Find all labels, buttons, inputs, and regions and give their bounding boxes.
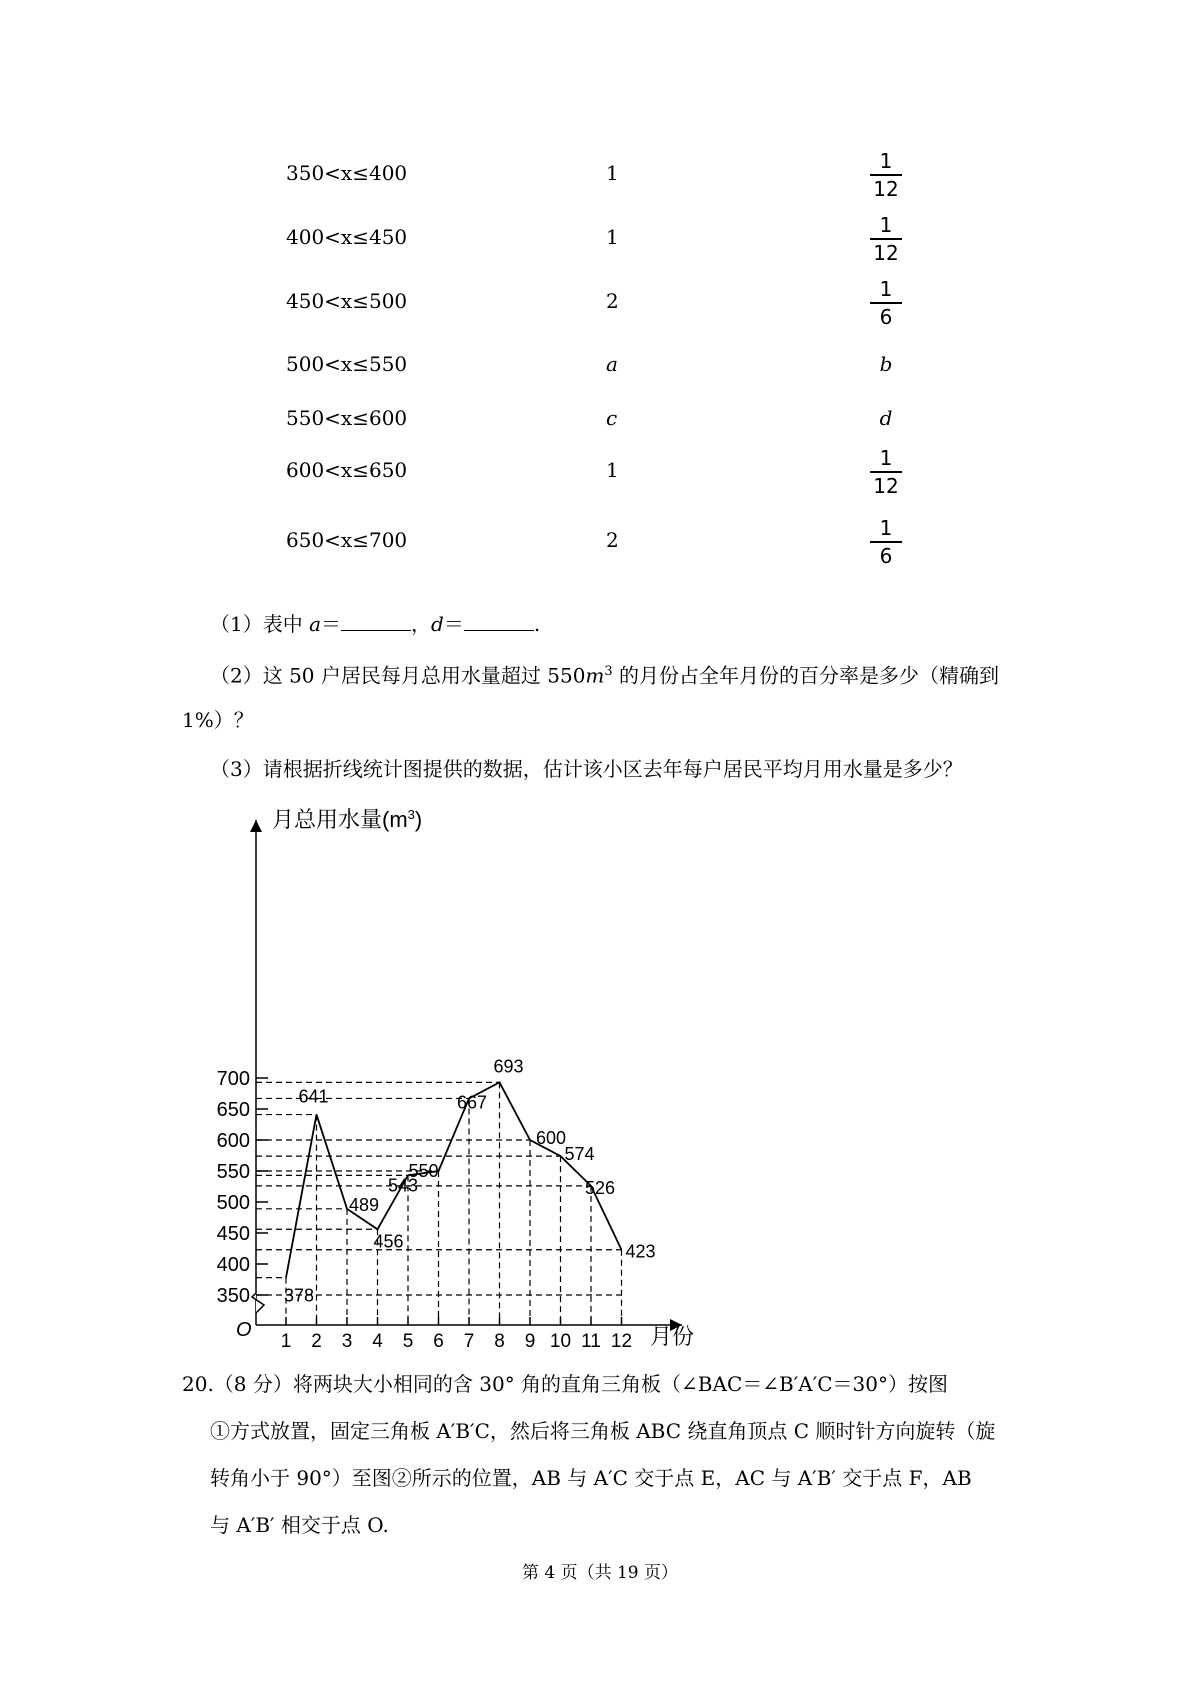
- x-tick-label: 12: [610, 1331, 633, 1352]
- x-tick-label: 3: [341, 1331, 353, 1352]
- count-cell: 1: [606, 458, 619, 482]
- frequency-fraction: 1 12: [866, 446, 906, 498]
- question-2-continued: 1%）？: [182, 708, 254, 732]
- range-cell: 500<x≤550: [286, 352, 408, 376]
- y-tick-label: 700: [216, 1068, 250, 1090]
- count-cell: a: [606, 352, 618, 376]
- series-line: [286, 1082, 622, 1277]
- problem-20-line-4: 与 A′B′ 相交于点 O.: [210, 1513, 389, 1537]
- x-tick-label: 2: [311, 1331, 322, 1352]
- y-tick-label: 350: [216, 1285, 250, 1307]
- frequency-fraction: 1 6: [866, 516, 906, 568]
- frequency-fraction: 1 6: [866, 277, 906, 329]
- y-tick-label: 600: [216, 1130, 250, 1152]
- count-cell: 2: [606, 289, 619, 313]
- y-axis-label: 月总用水量$(m^3)$: [272, 807, 423, 832]
- origin-label: O: [236, 1319, 252, 1341]
- range-cell: 450<x≤500: [286, 289, 408, 313]
- problem-20-line-3: 转角小于 90°）至图②所示的位置，AB 与 A′C 交于点 E，AC 与 A′B′ 交于点 F，AB: [210, 1466, 972, 1490]
- frequency-fraction: 1 12: [866, 213, 906, 265]
- point-label: 456: [373, 1231, 404, 1252]
- problem-20-line-1: 20.（8 分）将两块大小相同的含 30° 角的直角三角板（∠BAC＝∠B′A′C＝30°）按图: [182, 1372, 948, 1396]
- frequency-cell: d: [879, 406, 893, 430]
- question-1: （1）表中 a＝ ，d＝ .: [210, 612, 541, 636]
- frequency-cell: b: [879, 352, 893, 376]
- x-tick-label: 5: [402, 1331, 414, 1352]
- point-label: 550: [408, 1161, 439, 1181]
- count-cell: 1: [606, 225, 619, 249]
- x-tick-label: 1: [280, 1331, 292, 1352]
- point-label: 543: [388, 1175, 419, 1196]
- range-cell: 600<x≤650: [286, 458, 408, 482]
- point-label: 526: [585, 1177, 616, 1198]
- y-tick-label: 500: [216, 1192, 250, 1214]
- count-cell: 1: [606, 161, 619, 185]
- y-tick-label: 450: [216, 1223, 250, 1245]
- y-axis-arrow-icon: [250, 820, 262, 832]
- point-label: 574: [564, 1144, 595, 1165]
- range-cell: 550<x≤600: [286, 406, 408, 430]
- point-label: 667: [457, 1092, 488, 1113]
- count-cell: 2: [606, 528, 619, 552]
- y-tick-label: 400: [216, 1254, 250, 1276]
- point-label: 423: [625, 1241, 656, 1262]
- point-label: 489: [349, 1194, 380, 1215]
- x-tick-label: 7: [463, 1331, 475, 1352]
- page-footer: 第 4 页（共 19 页）: [521, 1563, 679, 1583]
- x-axis-label: 月份: [650, 1324, 695, 1349]
- question-2: （2）这 50 户居民每月总用水量超过 $550m^3$ 的月份占全年月份的百分率是多少（精确到: [210, 663, 1000, 688]
- count-cell: c: [606, 406, 618, 430]
- frequency-fraction: 1 12: [866, 149, 906, 201]
- point-label: 693: [493, 1056, 524, 1077]
- point-label: 641: [298, 1086, 329, 1107]
- range-cell: 400<x≤450: [286, 225, 408, 249]
- x-tick-label: 6: [433, 1331, 444, 1352]
- x-tick-label: 8: [494, 1331, 505, 1352]
- point-label: 378: [284, 1285, 315, 1306]
- x-tick-label: 9: [524, 1331, 536, 1352]
- y-tick-label: 550: [216, 1161, 250, 1183]
- x-tick-label: 10: [549, 1331, 572, 1352]
- question-3: （3）请根据折线统计图提供的数据，估计该小区去年每户居民平均月用水量是多少？: [210, 757, 963, 781]
- problem-20-line-2: ①方式放置，固定三角板 A′B′C，然后将三角板 ABC 绕直角顶点 C 顺时针方向旋转（旋: [210, 1419, 996, 1443]
- range-cell: 350<x≤400: [286, 161, 408, 185]
- point-label: 600: [536, 1128, 567, 1148]
- range-cell: 650<x≤700: [286, 528, 408, 552]
- x-tick-label: 11: [581, 1331, 601, 1352]
- y-tick-label: 650: [216, 1099, 250, 1121]
- x-tick-label: 4: [372, 1331, 383, 1352]
- axis-break-icon: [252, 1293, 264, 1313]
